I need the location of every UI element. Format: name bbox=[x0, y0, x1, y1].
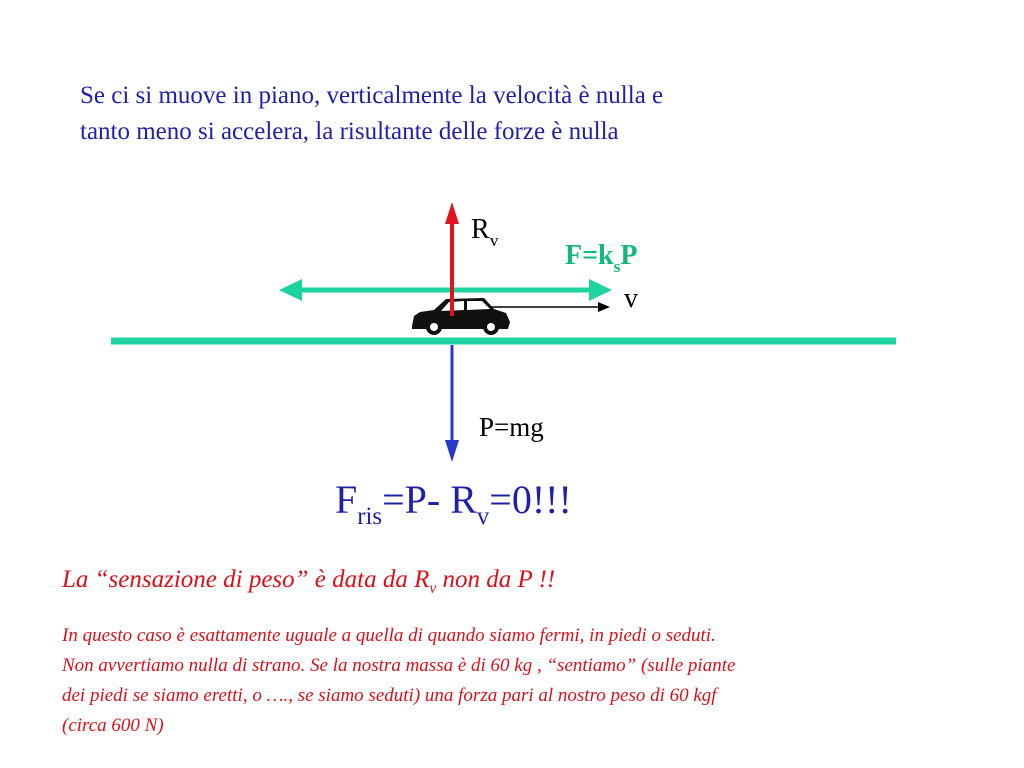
intro-line-1: Se ci si muove in piano, verticalmente la velocità è nulla e bbox=[80, 82, 664, 109]
velocity-label: v bbox=[624, 283, 638, 314]
intro-line-2: tanto meno si accelera, la risultante delle forze è nulla bbox=[80, 118, 619, 145]
car-icon bbox=[412, 298, 510, 335]
explanation-paragraph bbox=[62, 621, 992, 741]
reaction-force-label: $R_v$ bbox=[471, 214, 499, 250]
paragraph-line-2: Non avvertiamo nulla di strano. Se la nostra massa è di 60 kg , “sentiamo” (sulle piante bbox=[62, 655, 736, 676]
paragraph-line-4: (circa 600 N) bbox=[62, 715, 164, 736]
weight-label: P=mg bbox=[479, 412, 544, 442]
paragraph-line-1: In questo caso è esattamente uguale a quella di quando siamo fermi, in piedi o seduti. bbox=[62, 625, 716, 646]
force-formula-label: $F=k_sP$ bbox=[565, 240, 638, 276]
weight-force-arrow bbox=[445, 345, 459, 462]
friction-force-arrow bbox=[279, 279, 612, 301]
weight-sensation-statement: La “sensazione di peso” è data da $R_v$ non da P !! bbox=[62, 566, 556, 598]
resultant-equation: $F_{ris}=P-$ $R_v=0$!!! bbox=[335, 477, 572, 531]
paragraph-line-3: dei piedi se siamo eretti, o …., se siamo seduti) una forza pari al nostro peso di 60 kgf bbox=[62, 685, 717, 706]
